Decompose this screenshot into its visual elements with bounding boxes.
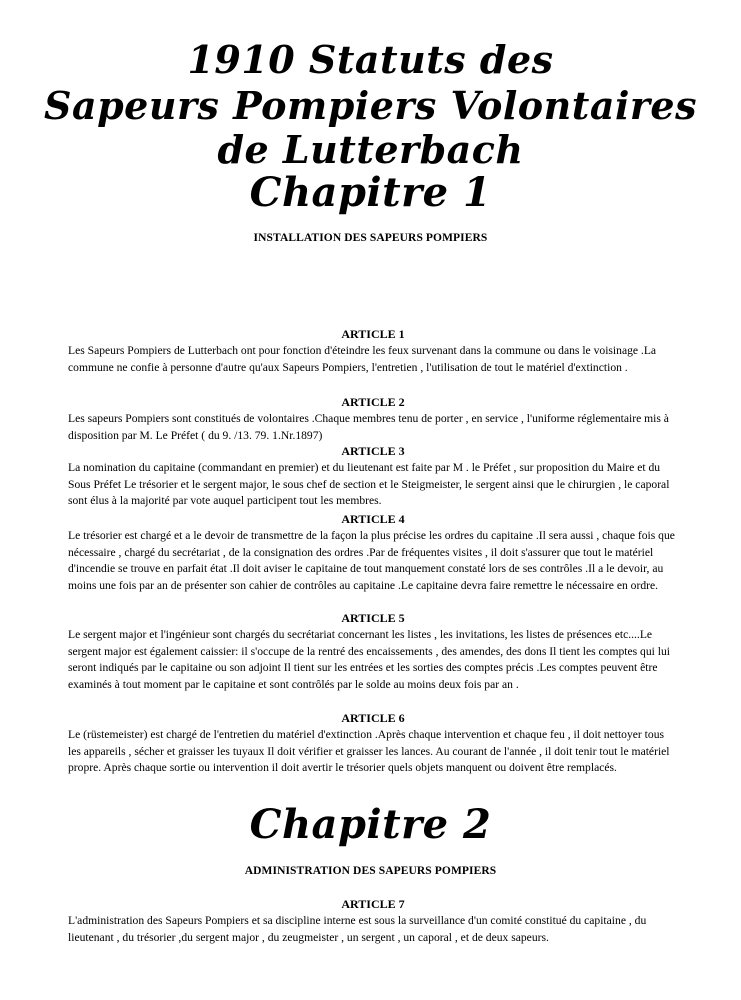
- document-title-line-2: Sapeurs Pompiers Volontaires: [44, 83, 697, 128]
- article-title: ARTICLE 5: [341, 611, 405, 625]
- article-text: Les sapeurs Pompiers sont constitués de volontaires .Chaque membres tenu de porter , en service , l'uniforme réglementaire mis à disposition par M. Le Préfet ( du 9. /13. 79. 1.Nr.1897): [68, 412, 669, 442]
- document-title-line-1: 1910 Statuts des: [187, 37, 554, 82]
- chapter-2-title: Chapitre 2: [249, 801, 492, 848]
- article-text: Le trésorier est chargé et a le devoir de transmettre de la façon la plus précise les ordres du capitaine .Il sera aussi , chaque fois que nécessaire , chargé du secrétariat , de la consignation des ordres .Par de fréquentes visites , il doit s'assurer que tout le matériel d'incendie se trouve en parfait état .Il doit aviser le capitaine de tout manquement constaté lors de ses contrôles .Il a le devoir, au moins une fois par an de présenter son cahier de contrôles au capitaine .Le capitaine devra faire remettre le nécessaire en ordre.: [68, 529, 675, 592]
- article-text: Les Sapeurs Pompiers de Lutterbach ont pour fonction d'éteindre les feux survenant dans la commune ou dans le voisinage .La commune ne confie à personne d'autre qu'aux Sapeurs Pompiers, l'entretien , l'utilisation de tout le matériel d'extinction .: [68, 344, 657, 374]
- article-title: ARTICLE 7: [341, 897, 405, 911]
- article-7: [68, 897, 678, 946]
- article-title: ARTICLE 3: [341, 444, 405, 458]
- article-title: ARTICLE 2: [341, 395, 405, 409]
- article-text: La nomination du capitaine (commandant en premier) et du lieutenant est faite par M . le Préfet , sur proposition du Maire et du Sous Préfet Le trésorier et le sergent major, le sous chef de section et le Steigmeister, le sergent ainsi que le chirurgien , le caporal sont élus à la majorité par vote auquel participent tout les membres.: [68, 461, 670, 508]
- article-1: [68, 327, 678, 376]
- chapter-1-title: Chapitre 1: [249, 169, 492, 216]
- article-title: ARTICLE 1: [341, 327, 405, 341]
- article-title: ARTICLE 4: [341, 512, 405, 526]
- chapter-1-subtitle: INSTALLATION DES SAPEURS POMPIERS: [253, 232, 488, 244]
- article-6: [68, 711, 678, 777]
- article-text: Le sergent major et l'ingénieur sont chargés du secrétariat concernant les listes , les invitations, les listes de présences etc....Le sergent major est également caissier: il s'occupe de la rentré des encaissements , des amendes, des dons Il tient les comptes qui lui seront indiqués par le capitaine ou son adjoint Il tient sur les entrées et les sorties des comptes précis .Les comptes peuvent être examinés à tout moment par le capitaine et sont contrôlés par le solde au moins deux fois par an .: [68, 628, 670, 691]
- article-4: [68, 512, 678, 594]
- chapter-2-subtitle: ADMINISTRATION DES SAPEURS POMPIERS: [244, 865, 497, 877]
- article-3: [68, 444, 678, 510]
- article-text: Le (rüstemeister) est chargé de l'entretien du matériel d'extinction .Après chaque intervention et chaque feu , il doit nettoyer tous les appareils , sécher et graisser les tuyaux Il doit vérifier et graisser les lances. Au courant de l'année , il doit tenir tout le matériel propre. Après chaque sortie ou intervention il doit avertir le trésorier quels objets manquent ou doivent être remplacés.: [68, 728, 670, 775]
- article-5: [68, 611, 678, 693]
- document-title-line-3: de Lutterbach: [217, 127, 524, 172]
- article-title: ARTICLE 6: [341, 711, 405, 725]
- article-text: L'administration des Sapeurs Pompiers et sa discipline interne est sous la surveillance d'un comité constitué du capitaine , du lieutenant , du trésorier ,du sergent major , du zeugmeister , un sergent , un caporal , et de deux sapeurs.: [68, 914, 647, 944]
- article-2: [68, 395, 678, 444]
